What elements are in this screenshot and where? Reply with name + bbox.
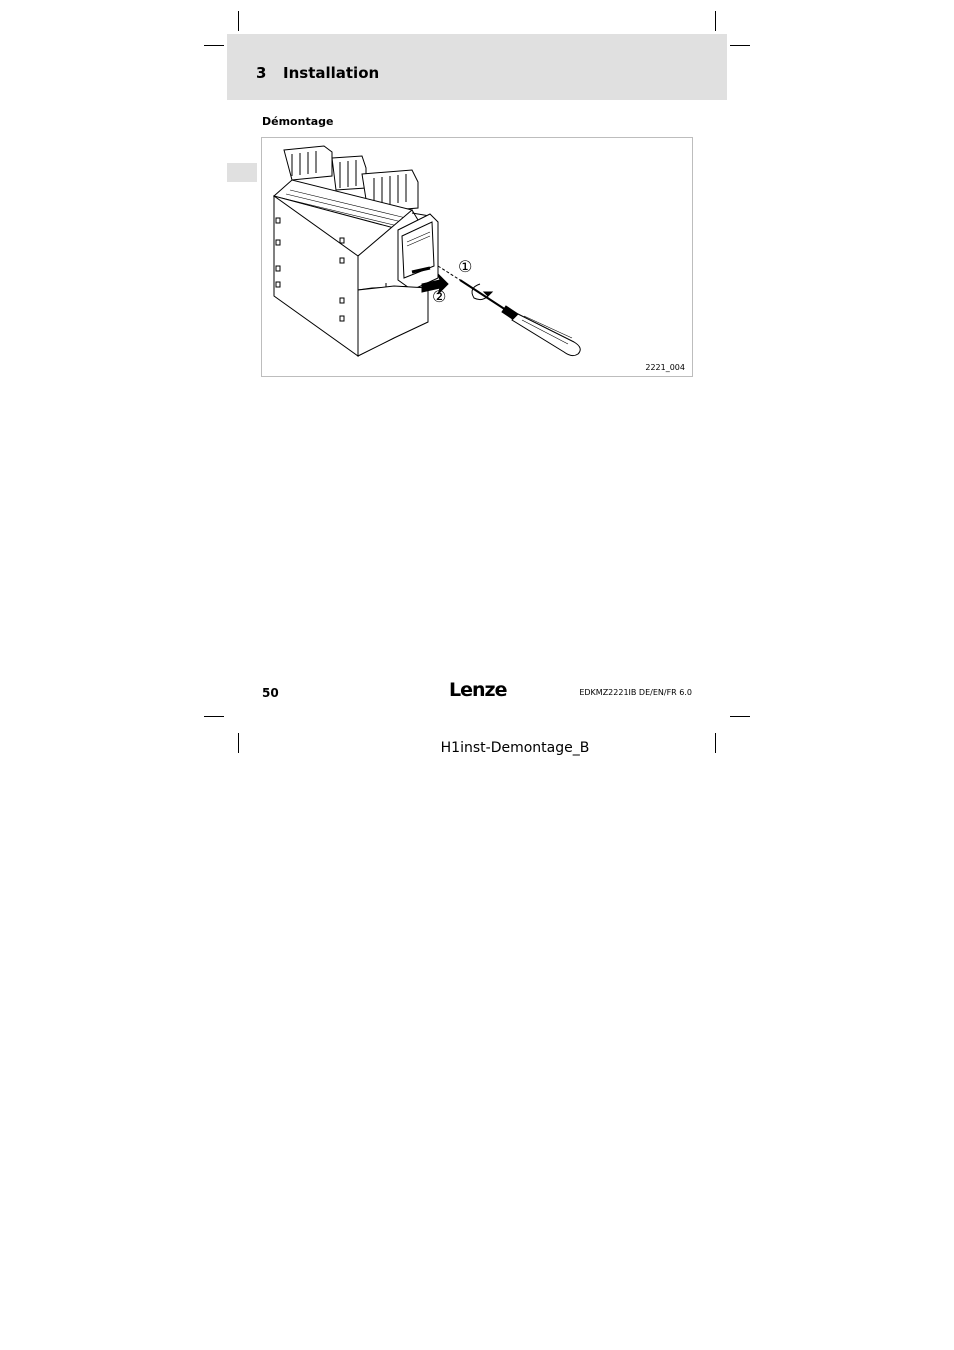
page-number: 50 [262,686,279,700]
document-code: EDKMZ2221IB DE/EN/FR 6.0 [579,688,692,697]
section-heading: Démontage [262,115,334,128]
crop-mark [204,45,224,46]
lenze-logo: Lenze [449,679,507,701]
chapter-number: 3 [256,64,267,82]
dismantling-figure [261,137,693,377]
side-tab-marker [227,163,257,182]
step-1-label: ① [458,257,473,276]
device-illustration [262,138,694,378]
crop-mark [715,11,716,31]
crop-mark [238,11,239,31]
crop-mark [730,716,750,717]
crop-mark [730,45,750,46]
file-label: H1inst-Demontage_B [440,740,590,756]
figure-code: 2221_004 [645,363,685,372]
crop-mark [204,716,224,717]
step-2-label: ② [432,287,447,306]
chapter-title: Installation [283,64,380,82]
